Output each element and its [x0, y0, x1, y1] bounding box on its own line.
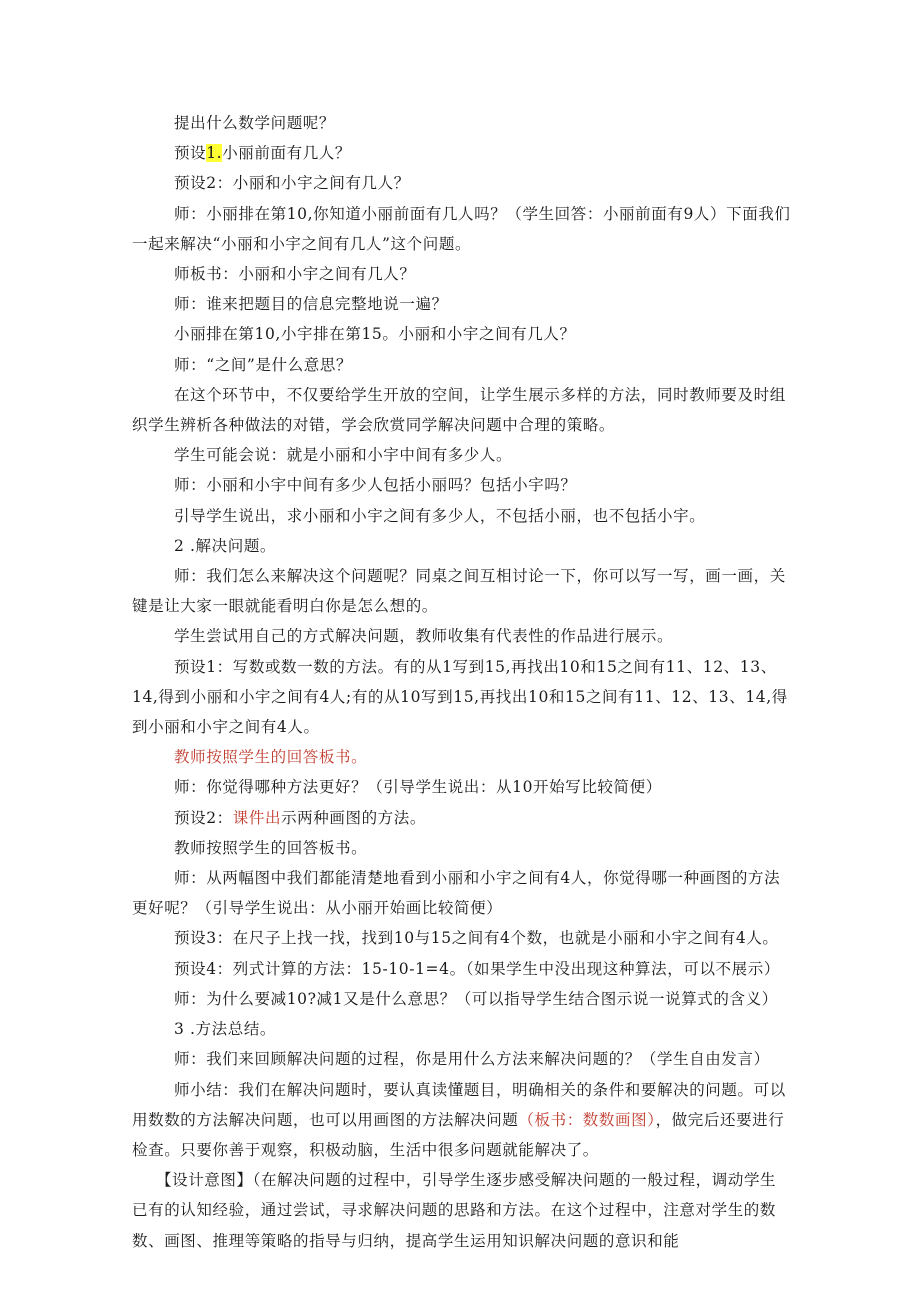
paragraph: 师：小丽排在第10,你知道小丽前面有几人吗？（学生回答：小丽前面有9人）下面我们一起来解决“小丽和小宇之间有几人”这个问题。: [132, 204, 791, 253]
paragraph-prefix: 预设2：: [174, 808, 233, 827]
paragraph: 在这个环节中，不仅要给学生开放的空间，让学生展示多样的方法，同时教师要及时组织学生辨析各种做法的对错，学会欣赏同学解决问题中合理的策略。: [132, 385, 786, 435]
paragraph: 师：谁来把题目的信息完整地说一遍？: [174, 295, 448, 314]
paragraph: 预设3：在尺子上找一找，找到10与15之间有4个数，也就是小丽和小宇之间有4人。: [174, 929, 779, 948]
paragraph: 师：你觉得哪种方法更好？（引导学生说出：从10开始写比较简便）: [174, 778, 662, 797]
highlighted-text: 1.: [206, 144, 223, 163]
paragraph: 师：“之间”是什么意思？: [174, 355, 353, 374]
paragraph: 师：我们怎么来解决这个问题呢？同桌之间互相讨论一下，你可以写一写，画一画，关键是让大家一眼就能看明白你是怎么想的。: [132, 567, 786, 616]
paragraph: 师：为什么要减10?减1又是什么意思？（可以指导学生结合图示说一说算式的含义）: [174, 989, 778, 1008]
section-heading: 3 .方法总结。: [174, 1020, 277, 1039]
paragraph: 师：我们来回顾解决问题的过程，你是用什么方法来解决问题的？（学生自由发言）: [174, 1050, 770, 1069]
paragraph: 小丽排在第10,小宇排在第15。小丽和小宇之间有几人？: [174, 325, 576, 344]
document-body: [132, 108, 792, 1256]
paragraph-mixed: [132, 1075, 792, 1166]
paragraph: 师板书：小丽和小宇之间有几人？: [174, 265, 416, 284]
paragraph: 预设2：小丽和小宇之间有几人？: [174, 174, 410, 193]
paragraph: 引导学生说出，求小丽和小宇之间有多少人，不包括小丽，也不包括小宇。: [174, 506, 706, 525]
paragraph: 师：从两幅图中我们都能清楚地看到小丽和小宇之间有4人，你觉得哪一种画图的方法更好呢？（引导学生说出：从小丽开始画比较简便）: [132, 869, 781, 918]
paragraph: 提出什么数学问题呢？: [174, 114, 336, 132]
paragraph-red: 教师按照学生的回答板书。: [174, 748, 368, 767]
paragraph: 教师按照学生的回答板书。: [174, 838, 368, 857]
paragraph-prefix: 预设: [174, 144, 207, 163]
red-text: （板书：数数画图）: [518, 1110, 656, 1129]
paragraph: 师：小丽和小宇中间有多少人包括小丽吗？包括小宇吗？: [174, 476, 577, 495]
paragraph-prefix: 师小结：我们在解决问题时，要认真读懂题目，明确相关的条件和要解决的问题。可以用数数的方法解决问题，也可以用画图的方法解决问题: [132, 1080, 786, 1129]
paragraph: 预设1：写数或数一数的方法。有的从1写到15,再找出10和15之间有11、12、13、14,得到小丽和小宇之间有4人;有的从10写到15,再找出10和15之间有11、12、13、14,得到小丽和小宇之间有4人。: [132, 657, 788, 737]
paragraph-rest: ，做完后还要进行检查。只要你善于观察，积极动脑，生活中很多问题就能解决了。: [132, 1110, 785, 1159]
red-text: 课件出: [232, 808, 282, 827]
paragraph-highlighted: [132, 138, 792, 168]
paragraph-mixed: [132, 803, 792, 833]
paragraph-rest: 示两种画图的方法。: [281, 808, 426, 827]
paragraph-rest: 小丽前面有几人？: [222, 144, 352, 163]
paragraph: 预设4：列式计算的方法：15-10-1=4。（如果学生中没出现这种算法，可以不展示）: [174, 959, 780, 978]
paragraph: 学生可能会说：就是小丽和小宇中间有多少人。: [174, 446, 513, 465]
design-intent-paragraph: 【设计意图】（在解决问题的过程中，引导学生逐步感受解决问题的一般过程，调动学生已有的认知经验，通过尝试，寻求解决问题的思路和方法。在这个过程中，注意对学生的数数、画图、推理等策略的指导与归纳，提高学生运用知识解决问题的意识和能: [132, 1171, 777, 1250]
paragraph: 学生尝试用自己的方式解决问题，教师收集有代表性的作品进行展示。: [174, 627, 674, 646]
section-heading: 2 .解决问题。: [174, 536, 277, 555]
